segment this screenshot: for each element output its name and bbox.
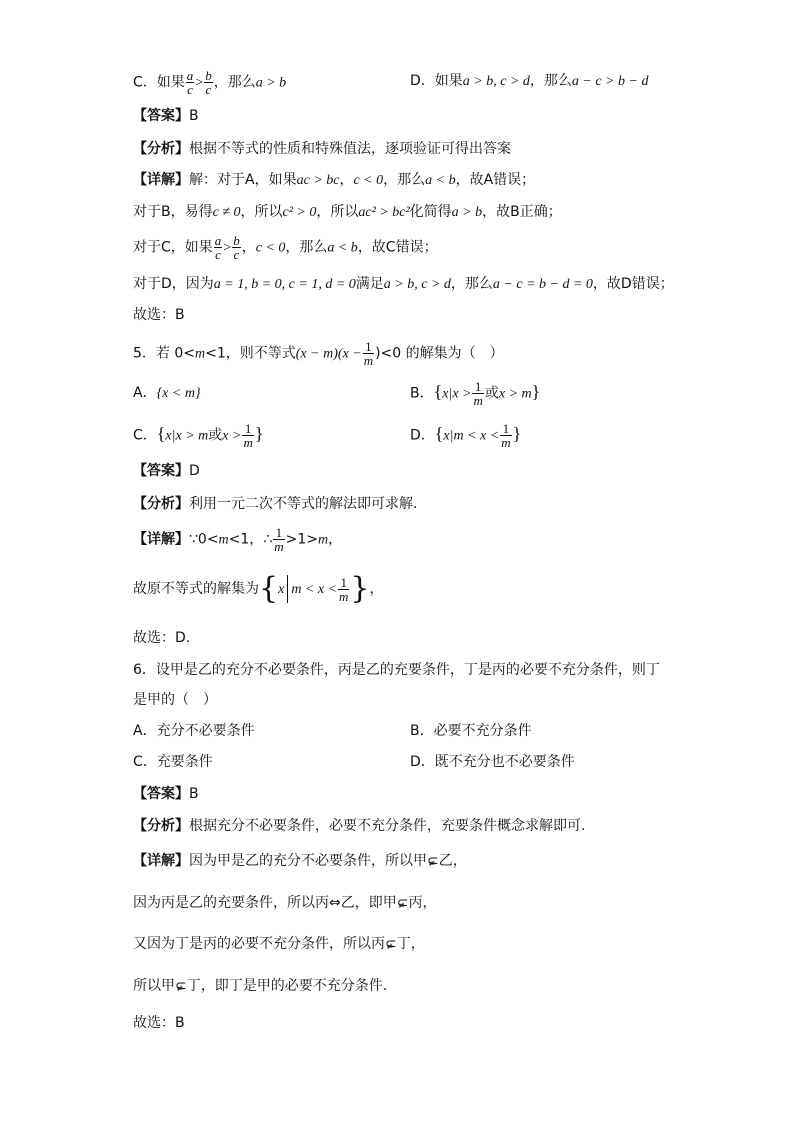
q5-detail-1: 【详解】∵0<m<1，∴ $\frac{1}{m}$ >1>m， bbox=[133, 525, 343, 554]
q4-detail-b: 对于B，易得c ≠ 0，所以c² > 0，所以ac² > bc²化简得a > b，故B正确； bbox=[133, 204, 562, 220]
q6-stem-line1: 6．设甲是乙的充分不必要条件，丙是乙的充要条件，丁是丙的必要不充分条件，则丁 bbox=[133, 662, 660, 678]
q6-analysis: 【分析】根据充分不必要条件，必要不充分条件，充要条件概念求解即可. bbox=[133, 818, 586, 834]
fraction-b-over-c: $\frac{b}{c}$ bbox=[205, 68, 212, 97]
q4-option-d: D．如果a > b, c > d，那么a − c > b − d bbox=[410, 73, 649, 89]
fraction-1-over-m: $\frac{1}{m}$ bbox=[501, 421, 511, 450]
q5-option-b: B．{x|x > $\frac{1}{m}$ 或x > m} bbox=[410, 379, 541, 408]
q5-analysis: 【分析】利用一元二次不等式的解法即可求解. bbox=[133, 496, 418, 512]
q5-option-d: D．{x|m < x < $\frac{1}{m}$ } bbox=[410, 421, 522, 450]
fraction-1-over-m: $\frac{1}{m}$ bbox=[243, 421, 253, 450]
q4-option-c: C．如果 $\frac{a}{c}$ > $\frac{b}{c}$ ，那么a > b bbox=[133, 68, 287, 97]
proper-subset-symbol: ⊂ ≠ bbox=[397, 893, 409, 913]
fraction-1-over-m: $\frac{1}{m}$ bbox=[274, 525, 284, 554]
q6-answer: 【答案】B bbox=[133, 786, 199, 802]
q4-detail-c: 对于C，如果 $\frac{a}{c}$ > $\frac{b}{c}$ ，c < 0，那么a < b，故C错误； bbox=[133, 233, 438, 262]
q4-answer: 【答案】B bbox=[133, 108, 199, 124]
fraction-a-over-c: $\frac{a}{c}$ bbox=[214, 233, 222, 262]
fraction-1-over-m: $\frac{1}{m}$ bbox=[339, 574, 349, 604]
q4-detail-d: 对于D，因为a = 1, b = 0, c = 1, d = 0满足a > b, c > d，那么a − c = b − d = 0，故D错误； bbox=[133, 276, 674, 292]
q6-option-b: B．必要不充分条件 bbox=[410, 723, 532, 739]
q5-conclusion: 故选：D. bbox=[133, 630, 191, 646]
fraction-1-over-m: $\frac{1}{m}$ bbox=[473, 379, 483, 408]
q5-option-a: A．{x < m} bbox=[133, 385, 201, 401]
q5-detail-2: 故原不等式的解集为{x m < x < $\frac{1}{m}$ }， bbox=[133, 571, 384, 606]
q4-detail-a: 【详解】解：对于A，如果ac > bc，c < 0，那么a < b，故A错误； bbox=[133, 172, 536, 188]
proper-subset-symbol: ⊂ ≠ bbox=[175, 976, 187, 996]
q6-conclusion: 故选：B bbox=[133, 1015, 185, 1031]
q6-detail-2: 因为丙是乙的充要条件，所以丙⇔乙，即甲⊂ ≠丙， bbox=[133, 893, 436, 913]
q5-answer: 【答案】D bbox=[133, 463, 200, 479]
fraction-a-over-c: $\frac{a}{c}$ bbox=[186, 68, 194, 97]
set-divider bbox=[287, 575, 288, 603]
fraction-b-over-c: $\frac{b}{c}$ bbox=[233, 233, 240, 262]
q6-stem-line2: 是甲的（ ） bbox=[133, 692, 217, 708]
q5-stem: 5．若 0<m<1，则不等式(x − m)(x − $\frac{1}{m}$ )<0 的解集为（ ） bbox=[133, 339, 504, 368]
q5-option-c: C．{x|x > m或x > $\frac{1}{m}$ } bbox=[133, 421, 264, 450]
proper-subset-symbol: ⊂ ≠ bbox=[385, 934, 397, 954]
proper-subset-symbol: ⊂ ≠ bbox=[427, 851, 439, 871]
q4-conclusion: 故选：B bbox=[133, 307, 185, 323]
q6-option-a: A．充分不必要条件 bbox=[133, 723, 255, 739]
q6-option-c: C．充要条件 bbox=[133, 754, 213, 770]
q6-option-d: D．既不充分也不必要条件 bbox=[410, 754, 575, 770]
iff-symbol: ⇔ bbox=[329, 895, 341, 911]
q4-analysis: 【分析】根据不等式的性质和特殊值法，逐项验证可得出答案 bbox=[133, 141, 511, 157]
q6-detail-4: 所以甲⊂ ≠丁，即丁是甲的必要不充分条件. bbox=[133, 976, 387, 996]
fraction-1-over-m: $\frac{1}{m}$ bbox=[363, 339, 374, 368]
q6-detail-3: 又因为丁是丙的必要不充分条件，所以丙⊂ ≠丁， bbox=[133, 934, 425, 954]
q6-detail-1: 【详解】因为甲是乙的充分不必要条件，所以甲⊂ ≠乙， bbox=[133, 851, 467, 871]
